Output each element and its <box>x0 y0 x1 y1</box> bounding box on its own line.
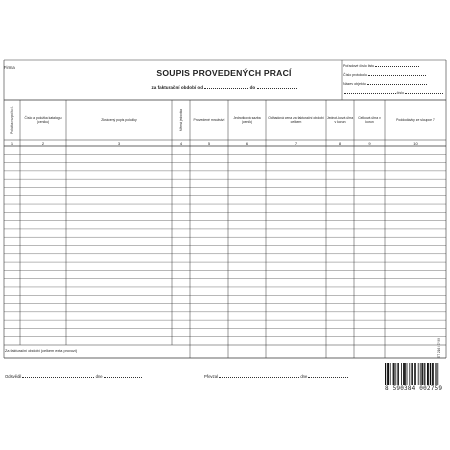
barcode-bar <box>404 363 405 385</box>
column-header <box>173 101 190 139</box>
sent-by-field[interactable] <box>22 373 94 378</box>
barcode-bar <box>409 363 410 385</box>
barcode-bar <box>437 363 438 385</box>
column-header <box>229 101 266 139</box>
sent-by-label: Odsvědil <box>5 374 22 379</box>
barcode <box>385 363 443 385</box>
column-number: 5 <box>207 140 211 146</box>
received-by-field[interactable] <box>219 373 299 378</box>
column-header <box>327 101 354 139</box>
barcode-bar <box>390 363 391 385</box>
column-number: 2 <box>41 140 45 146</box>
barcode-bar <box>385 363 386 385</box>
barcode-bar <box>428 363 429 385</box>
column-header-text: Jednotková sazba (ceník) <box>233 116 261 124</box>
column-header <box>355 101 385 139</box>
barcode-bar <box>415 363 416 385</box>
sheet-number-label: Pořadové číslo listu <box>343 64 375 68</box>
column-header-text: Odhadová cena za fakturační období celkem <box>268 116 324 124</box>
column-number: 1 <box>10 140 14 146</box>
sent-by-line <box>5 373 142 379</box>
column-header-text: Číslo a položka katalogu (ceníku) <box>24 116 62 124</box>
column-number: 3 <box>117 140 121 146</box>
column-header <box>386 101 446 139</box>
barcode-bar <box>423 363 424 385</box>
column-number: 6 <box>245 140 249 146</box>
barcode-bar <box>403 363 404 385</box>
column-header-text: Měrná jednotka <box>179 109 183 131</box>
column-header-text: Provedené množství <box>193 118 225 122</box>
period-from-label: za fakturační období od <box>151 85 204 90</box>
barcode-bar <box>414 363 415 385</box>
column-number: 7 <box>294 140 298 146</box>
column-header-text: Jednot-ková úhra v korun <box>326 116 354 124</box>
barcode-bar <box>435 363 436 385</box>
column-header-text: Položka rozpočtu č. <box>10 106 14 134</box>
column-header-text: Zkrácený popis položky <box>101 118 137 122</box>
barcode-bar <box>388 363 389 385</box>
received-date-label: dne <box>300 374 308 379</box>
barcode-bar <box>393 363 394 385</box>
summary-label: Za fakturační období (celkem exta provozí) <box>5 349 78 353</box>
column-header <box>67 101 172 139</box>
period-to-label: do <box>249 85 256 90</box>
sent-date-label: dne <box>95 374 103 379</box>
received-by-label: Převzal <box>204 374 218 379</box>
object-name-label: Název objektu <box>343 82 366 86</box>
side-code: ET 216 / 7/ 99 <box>437 338 441 358</box>
column-header <box>191 101 228 139</box>
barcode-bar <box>407 363 408 385</box>
form-title: SOUPIS PROVEDENÝCH PRACÍ <box>156 68 292 78</box>
barcode-bar <box>424 363 425 385</box>
column-number: 4 <box>179 140 183 146</box>
sent-date-field[interactable] <box>104 373 142 378</box>
object-number-label: číslo <box>396 91 404 95</box>
barcode-bar <box>398 363 399 385</box>
column-number: 10 <box>413 140 418 146</box>
barcode-bar <box>420 363 421 385</box>
column-header <box>267 101 326 139</box>
column-header-text: Poddodávky ze sloupce 7 <box>396 118 435 122</box>
barcode-bar <box>411 363 412 385</box>
barcode-number: 8 590384 002759 <box>385 385 443 392</box>
barcode-bar <box>412 363 413 385</box>
received-by-line <box>204 373 348 379</box>
protocol-number-label: Číslo protokolu <box>343 73 367 77</box>
barcode-bar <box>395 363 396 385</box>
barcode-bar <box>401 363 402 385</box>
barcode-bar <box>387 363 388 385</box>
column-number: 8 <box>338 140 342 146</box>
received-date-field[interactable] <box>308 373 348 378</box>
barcode-bar <box>397 363 398 385</box>
column-header-text: Celková úhra v korun <box>358 116 381 124</box>
barcode-bar <box>433 363 434 385</box>
column-header <box>21 101 66 139</box>
column-header <box>5 101 20 139</box>
barcode-bar <box>421 363 422 385</box>
barcode-bar <box>393 363 394 385</box>
firma-label: Firma <box>4 65 15 70</box>
column-number: 9 <box>368 140 371 146</box>
barcode-bar <box>418 363 419 385</box>
barcode-bar <box>427 363 428 385</box>
barcode-bar <box>432 363 433 385</box>
barcode-bar <box>405 363 406 385</box>
barcode-bar <box>430 363 431 385</box>
